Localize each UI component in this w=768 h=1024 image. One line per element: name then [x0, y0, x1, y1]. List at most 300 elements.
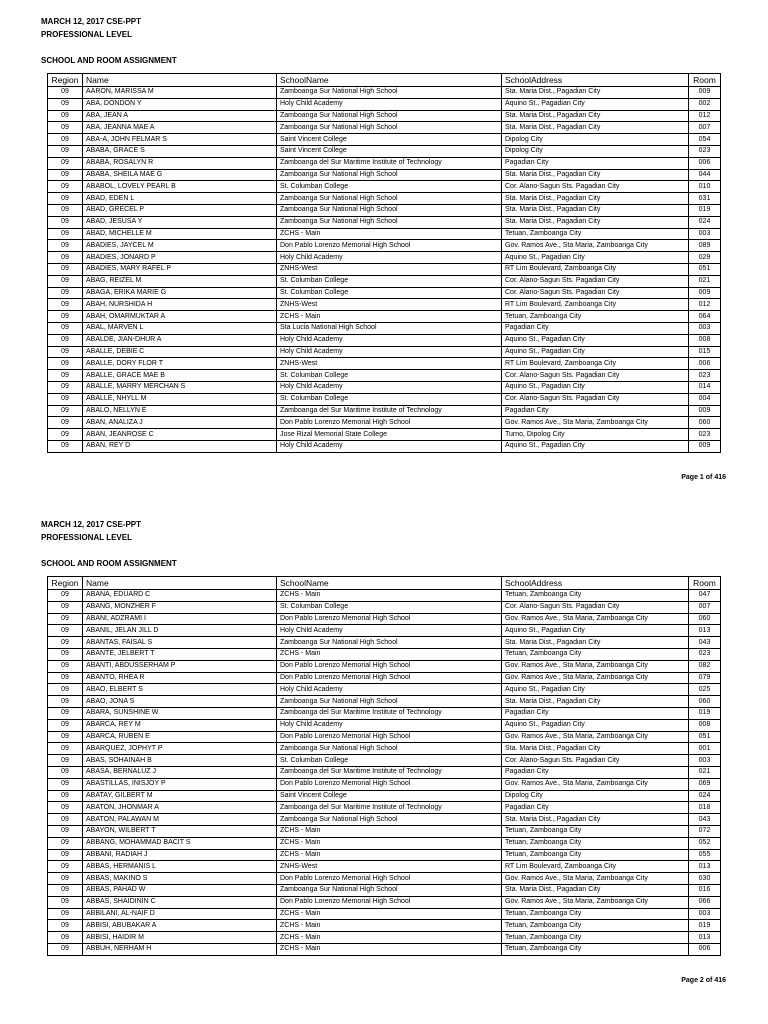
table-row [48, 766, 721, 778]
cell-region: 09 [48, 405, 83, 417]
table-row [48, 731, 721, 743]
column-header-name: Name [83, 577, 277, 590]
cell-room: 008 [689, 334, 721, 346]
cell-room: 013 [689, 932, 721, 944]
cell-room: 064 [689, 311, 721, 323]
table-row [48, 908, 721, 920]
cell-room: 055 [689, 849, 721, 861]
cell-address: Cor. Alano-Sagun Sts. Pagadian City [502, 601, 689, 613]
table-header-row [48, 577, 721, 590]
cell-school: St. Columban College [277, 755, 502, 767]
table-row [48, 802, 721, 814]
cell-address: Sta. Maria Dist., Pagadian City [502, 743, 689, 755]
assignment-title: SCHOOL AND ROOM ASSIGNMENT [41, 559, 177, 568]
table-row [48, 381, 721, 393]
cell-name: ABAN, ANALIZA J [83, 417, 277, 429]
cell-school: ZNHS-West [277, 299, 502, 311]
cell-school: Saint Vincent College [277, 134, 502, 146]
cell-name: ABBISI, HAIDIR M [83, 932, 277, 944]
cell-school: Zamboanga del Sur Maritime Institute of Technology [277, 766, 502, 778]
cell-name: ABAYON, WILBERT T [83, 825, 277, 837]
cell-name: ABBAS, PAHAD W [83, 884, 277, 896]
cell-name: ABANTAS, FAISAL S [83, 637, 277, 649]
cell-region: 09 [48, 660, 83, 672]
cell-room: 023 [689, 429, 721, 441]
cell-name: ABALO, NELLYN E [83, 405, 277, 417]
cell-region: 09 [48, 896, 83, 908]
cell-name: ABALLE, GRACE MAE B [83, 370, 277, 382]
cell-room: 006 [689, 943, 721, 955]
cell-region: 09 [48, 814, 83, 826]
cell-name: ABBANI, RADIAH J [83, 849, 277, 861]
cell-school: Zamboanga del Sur Maritime Institute of Technology [277, 157, 502, 169]
cell-region: 09 [48, 613, 83, 625]
cell-region: 09 [48, 346, 83, 358]
cell-name: ABANG, MONZHER F [83, 601, 277, 613]
cell-school: ZCHS - Main [277, 648, 502, 660]
table-row [48, 405, 721, 417]
cell-school: ZNHS-West [277, 358, 502, 370]
cell-school: Holy Child Academy [277, 98, 502, 110]
cell-region: 09 [48, 743, 83, 755]
cell-address: Gov. Ramos Ave., Sta Maria, Zamboanga City [502, 731, 689, 743]
cell-room: 006 [689, 157, 721, 169]
cell-address: Dipolog City [502, 145, 689, 157]
column-header-address: SchoolAddress [502, 577, 689, 590]
cell-room: 009 [689, 405, 721, 417]
column-header-school: SchoolName [277, 74, 502, 87]
table-row [48, 920, 721, 932]
cell-school: Don Pablo Lorenzo Memorial High School [277, 240, 502, 252]
table-row [48, 743, 721, 755]
table-row [48, 228, 721, 240]
cell-name: ABAD, GRECEL P [83, 204, 277, 216]
cell-region: 09 [48, 240, 83, 252]
cell-school: Holy Child Academy [277, 346, 502, 358]
cell-school: ZCHS - Main [277, 943, 502, 955]
cell-address: Sta. Maria Dist., Pagadian City [502, 87, 689, 99]
cell-address: Tetuan, Zamboanga City [502, 849, 689, 861]
cell-address: Tetuan, Zamboanga City [502, 908, 689, 920]
cell-name: ABATAY, GILBERT M [83, 790, 277, 802]
table-row [48, 660, 721, 672]
cell-name: ABANTO, RHEA R [83, 672, 277, 684]
cell-school: Don Pablo Lorenzo Memorial High School [277, 873, 502, 885]
cell-region: 09 [48, 440, 83, 452]
cell-address: Sta. Maria Dist., Pagadian City [502, 169, 689, 181]
cell-room: 014 [689, 381, 721, 393]
column-header-name: Name [83, 74, 277, 87]
cell-region: 09 [48, 696, 83, 708]
cell-room: 013 [689, 625, 721, 637]
cell-name: ABBAS, MAKINO S [83, 873, 277, 885]
cell-address: Tetuan, Zamboanga City [502, 311, 689, 323]
cell-address: RT Lim Boulevard, Zamboanga City [502, 861, 689, 873]
cell-room: 072 [689, 825, 721, 837]
cell-address: Pagadian City [502, 707, 689, 719]
cell-name: ABAS, SOHAINAH B [83, 755, 277, 767]
cell-school: Don Pablo Lorenzo Memorial High School [277, 731, 502, 743]
cell-room: 066 [689, 896, 721, 908]
cell-region: 09 [48, 87, 83, 99]
cell-region: 09 [48, 145, 83, 157]
cell-address: RT Lim Boulevard, Zamboanga City [502, 263, 689, 275]
cell-address: Gov. Ramos Ave., Sta Maria, Zamboanga City [502, 417, 689, 429]
table-row [48, 814, 721, 826]
cell-address: Sta. Maria Dist., Pagadian City [502, 814, 689, 826]
table-row [48, 778, 721, 790]
cell-school: Zamboanga del Sur Maritime Institute of Technology [277, 707, 502, 719]
cell-address: Gov. Ramos Ave., Sta Maria, Zamboanga City [502, 873, 689, 885]
cell-address: Sta. Maria Dist., Pagadian City [502, 193, 689, 205]
cell-name: ABAO, ELBERT S [83, 684, 277, 696]
cell-school: Don Pablo Lorenzo Memorial High School [277, 896, 502, 908]
cell-region: 09 [48, 719, 83, 731]
cell-address: Pagadian City [502, 405, 689, 417]
cell-room: 021 [689, 275, 721, 287]
table-row [48, 849, 721, 861]
cell-school: St. Columban College [277, 275, 502, 287]
cell-name: ABAN, JEANROSE C [83, 429, 277, 441]
cell-region: 09 [48, 299, 83, 311]
cell-region: 09 [48, 169, 83, 181]
table-row [48, 87, 721, 99]
table-row [48, 648, 721, 660]
column-header-region: Region [48, 74, 83, 87]
cell-name: ABANIL, JELAN JILL D [83, 625, 277, 637]
cell-school: ZNHS-West [277, 263, 502, 275]
cell-school: Zamboanga Sur National High School [277, 884, 502, 896]
cell-room: 007 [689, 122, 721, 134]
cell-name: ABAN, REY D [83, 440, 277, 452]
cell-region: 09 [48, 932, 83, 944]
cell-room: 003 [689, 228, 721, 240]
cell-region: 09 [48, 110, 83, 122]
cell-name: ABANTI, ABDUSSERHAM P [83, 660, 277, 672]
exam-date-heading: MARCH 12, 2017 CSE-PPT [41, 17, 142, 26]
cell-name: ABAO, JONA S [83, 696, 277, 708]
cell-region: 09 [48, 429, 83, 441]
table-row [48, 263, 721, 275]
table-row [48, 110, 721, 122]
cell-school: Zamboanga Sur National High School [277, 204, 502, 216]
table-row [48, 240, 721, 252]
cell-name: ABAD, JESUSA Y [83, 216, 277, 228]
cell-school: Zamboanga Sur National High School [277, 169, 502, 181]
column-header-room: Room [689, 74, 721, 87]
cell-school: ZCHS - Main [277, 849, 502, 861]
cell-school: Zamboanga del Sur Maritime Institute of Technology [277, 405, 502, 417]
cell-room: 021 [689, 766, 721, 778]
cell-name: ABAH, NURSHIDA H [83, 299, 277, 311]
cell-name: ABASA, BERNALUZ J [83, 766, 277, 778]
cell-school: Holy Child Academy [277, 252, 502, 264]
table-row [48, 334, 721, 346]
cell-address: Dipolog City [502, 134, 689, 146]
cell-name: ABALLE, DORY FLOR T [83, 358, 277, 370]
table-row [48, 790, 721, 802]
cell-room: 023 [689, 370, 721, 382]
cell-name: ABBAS, HERMANIS L [83, 861, 277, 873]
assignment-title: SCHOOL AND ROOM ASSIGNMENT [41, 56, 177, 65]
cell-address: Sta. Maria Dist., Pagadian City [502, 110, 689, 122]
cell-room: 009 [689, 87, 721, 99]
cell-region: 09 [48, 648, 83, 660]
cell-school: ZCHS - Main [277, 311, 502, 323]
cell-school: ZCHS - Main [277, 932, 502, 944]
table-row [48, 157, 721, 169]
cell-address: Pagadian City [502, 802, 689, 814]
table-row [48, 134, 721, 146]
cell-room: 015 [689, 346, 721, 358]
assignment-table [47, 576, 721, 956]
cell-address: Sta. Maria Dist., Pagadian City [502, 216, 689, 228]
table-row [48, 287, 721, 299]
cell-room: 054 [689, 134, 721, 146]
cell-region: 09 [48, 98, 83, 110]
cell-room: 089 [689, 240, 721, 252]
document-page-2 [0, 503, 768, 1006]
cell-room: 043 [689, 637, 721, 649]
cell-name: ABAH, OMARMUKTAR A [83, 311, 277, 323]
cell-region: 09 [48, 601, 83, 613]
cell-name: ABA, DONDON Y [83, 98, 277, 110]
table-row [48, 311, 721, 323]
cell-name: ABBUH, NERHAM H [83, 943, 277, 955]
cell-address: Aquino St., Pagadian City [502, 252, 689, 264]
cell-region: 09 [48, 943, 83, 955]
cell-name: ABABA, SHEILA MAE G [83, 169, 277, 181]
cell-name: ABAG, REIZEL M [83, 275, 277, 287]
cell-room: 019 [689, 707, 721, 719]
cell-region: 09 [48, 755, 83, 767]
cell-school: Zamboanga Sur National High School [277, 87, 502, 99]
cell-name: ABBANG, MOHAMMAD BACIT S [83, 837, 277, 849]
cell-school: Zamboanga Sur National High School [277, 743, 502, 755]
cell-region: 09 [48, 263, 83, 275]
cell-school: St. Columban College [277, 601, 502, 613]
column-header-room: Room [689, 577, 721, 590]
cell-address: Tetuan, Zamboanga City [502, 825, 689, 837]
cell-name: ABALLE, MARRY MERCHAN S [83, 381, 277, 393]
page-number: Page 2 of 416 [681, 977, 726, 984]
exam-level-heading: PROFESSIONAL LEVEL [41, 533, 132, 542]
cell-room: 019 [689, 920, 721, 932]
cell-region: 09 [48, 228, 83, 240]
cell-address: Cor. Alano-Sagun Sts. Pagadian City [502, 393, 689, 405]
cell-region: 09 [48, 790, 83, 802]
table-row [48, 884, 721, 896]
column-header-address: SchoolAddress [502, 74, 689, 87]
cell-room: 082 [689, 660, 721, 672]
cell-region: 09 [48, 884, 83, 896]
cell-room: 006 [689, 358, 721, 370]
cell-region: 09 [48, 216, 83, 228]
cell-room: 012 [689, 299, 721, 311]
cell-room: 024 [689, 216, 721, 228]
cell-region: 09 [48, 766, 83, 778]
cell-region: 09 [48, 825, 83, 837]
cell-name: ABADIES, JAYCEL M [83, 240, 277, 252]
table-row [48, 417, 721, 429]
cell-name: ABARA, SUNSHINE W [83, 707, 277, 719]
cell-name: ABBAS, SHAIDININ C [83, 896, 277, 908]
cell-name: ABADIES, MARY RAFEL P [83, 263, 277, 275]
cell-name: ABANA, EDUARD C [83, 590, 277, 602]
cell-address: Turno, Dipolog City [502, 429, 689, 441]
cell-region: 09 [48, 417, 83, 429]
page-number: Page 1 of 416 [681, 474, 726, 481]
cell-name: ABARCA, REY M [83, 719, 277, 731]
cell-name: ABA-A, JOHN FELMAR S [83, 134, 277, 146]
cell-room: 010 [689, 181, 721, 193]
cell-name: ABANTE, JELBERT T [83, 648, 277, 660]
cell-room: 003 [689, 322, 721, 334]
cell-name: ABATON, JHONMAR A [83, 802, 277, 814]
table-row [48, 873, 721, 885]
cell-school: Zamboanga Sur National High School [277, 122, 502, 134]
assignment-table [47, 73, 721, 453]
table-row [48, 613, 721, 625]
cell-region: 09 [48, 590, 83, 602]
cell-name: ABALLE, NHYLL M [83, 393, 277, 405]
cell-address: Aquino St., Pagadian City [502, 346, 689, 358]
cell-school: ZCHS - Main [277, 825, 502, 837]
table-row [48, 204, 721, 216]
cell-address: Tetuan, Zamboanga City [502, 648, 689, 660]
cell-school: Zamboanga Sur National High School [277, 216, 502, 228]
cell-address: Gov. Ramos Ave., Sta Maria, Zamboanga City [502, 778, 689, 790]
cell-room: 012 [689, 110, 721, 122]
cell-school: Holy Child Academy [277, 440, 502, 452]
cell-address: Tetuan, Zamboanga City [502, 590, 689, 602]
cell-region: 09 [48, 684, 83, 696]
cell-address: Pagadian City [502, 157, 689, 169]
cell-region: 09 [48, 193, 83, 205]
cell-region: 09 [48, 287, 83, 299]
cell-school: Don Pablo Lorenzo Memorial High School [277, 672, 502, 684]
cell-region: 09 [48, 322, 83, 334]
cell-name: ABA, JEAN A [83, 110, 277, 122]
table-row [48, 707, 721, 719]
cell-room: 043 [689, 814, 721, 826]
document-page-1 [0, 0, 768, 503]
cell-name: ABBISI, ABUBAKAR A [83, 920, 277, 932]
table-row [48, 299, 721, 311]
table-row [48, 346, 721, 358]
cell-school: ZNHS-West [277, 861, 502, 873]
cell-region: 09 [48, 393, 83, 405]
table-row [48, 370, 721, 382]
table-row [48, 275, 721, 287]
table-row [48, 252, 721, 264]
table-row [48, 755, 721, 767]
cell-name: ABAD, EDEN L [83, 193, 277, 205]
cell-name: ABALDE, JIAN-DHUR A [83, 334, 277, 346]
cell-school: Zamboanga Sur National High School [277, 193, 502, 205]
cell-room: 009 [689, 440, 721, 452]
table-row [48, 322, 721, 334]
cell-room: 047 [689, 590, 721, 602]
cell-room: 016 [689, 884, 721, 896]
cell-school: Saint Vincent College [277, 790, 502, 802]
column-header-school: SchoolName [277, 577, 502, 590]
cell-name: ABALLE, DEBIE C [83, 346, 277, 358]
exam-level-heading: PROFESSIONAL LEVEL [41, 30, 132, 39]
table-row [48, 216, 721, 228]
cell-address: Gov. Ramos Ave., Sta Maria, Zamboanga City [502, 672, 689, 684]
cell-name: ABAL, MARVEN L [83, 322, 277, 334]
cell-region: 09 [48, 625, 83, 637]
column-header-region: Region [48, 577, 83, 590]
table-row [48, 145, 721, 157]
cell-school: Zamboanga Sur National High School [277, 814, 502, 826]
cell-room: 003 [689, 755, 721, 767]
cell-school: St. Columban College [277, 287, 502, 299]
cell-region: 09 [48, 920, 83, 932]
cell-name: ABAD, MICHELLE M [83, 228, 277, 240]
cell-school: Sta Lucia National High School [277, 322, 502, 334]
cell-school: Don Pablo Lorenzo Memorial High School [277, 613, 502, 625]
cell-address: Tetuan, Zamboanga City [502, 943, 689, 955]
cell-school: ZCHS - Main [277, 908, 502, 920]
table-row [48, 193, 721, 205]
cell-room: 008 [689, 719, 721, 731]
cell-name: ABARQUEZ, JOPHYT P [83, 743, 277, 755]
cell-address: Aquino St., Pagadian City [502, 381, 689, 393]
cell-region: 09 [48, 908, 83, 920]
cell-room: 069 [689, 778, 721, 790]
cell-room: 023 [689, 145, 721, 157]
cell-address: Aquino St., Pagadian City [502, 440, 689, 452]
table-row [48, 684, 721, 696]
cell-room: 018 [689, 802, 721, 814]
cell-school: Holy Child Academy [277, 719, 502, 731]
cell-address: Gov. Ramos Ave., Sta Maria, Zamboanga City [502, 240, 689, 252]
cell-room: 009 [689, 287, 721, 299]
cell-region: 09 [48, 358, 83, 370]
cell-name: ABADIES, JONARD P [83, 252, 277, 264]
cell-room: 024 [689, 790, 721, 802]
cell-room: 060 [689, 417, 721, 429]
table-row [48, 837, 721, 849]
table-row [48, 429, 721, 441]
cell-address: Gov. Ramos Ave., Sta Maria, Zamboanga City [502, 660, 689, 672]
cell-room: 051 [689, 731, 721, 743]
cell-room: 004 [689, 393, 721, 405]
cell-room: 079 [689, 672, 721, 684]
cell-school: Don Pablo Lorenzo Memorial High School [277, 660, 502, 672]
table-row [48, 122, 721, 134]
cell-region: 09 [48, 334, 83, 346]
cell-school: Holy Child Academy [277, 334, 502, 346]
table-row [48, 719, 721, 731]
table-row [48, 181, 721, 193]
cell-address: Dipolog City [502, 790, 689, 802]
table-row [48, 861, 721, 873]
table-row [48, 601, 721, 613]
cell-address: Cor. Alano-Sagun Sts. Pagadian City [502, 370, 689, 382]
cell-address: Pagadian City [502, 322, 689, 334]
cell-room: 029 [689, 252, 721, 264]
cell-room: 001 [689, 743, 721, 755]
cell-address: Aquino St., Pagadian City [502, 98, 689, 110]
cell-school: ZCHS - Main [277, 590, 502, 602]
cell-region: 09 [48, 370, 83, 382]
table-row [48, 98, 721, 110]
cell-name: ABABA, GRACE S [83, 145, 277, 157]
table-row [48, 932, 721, 944]
